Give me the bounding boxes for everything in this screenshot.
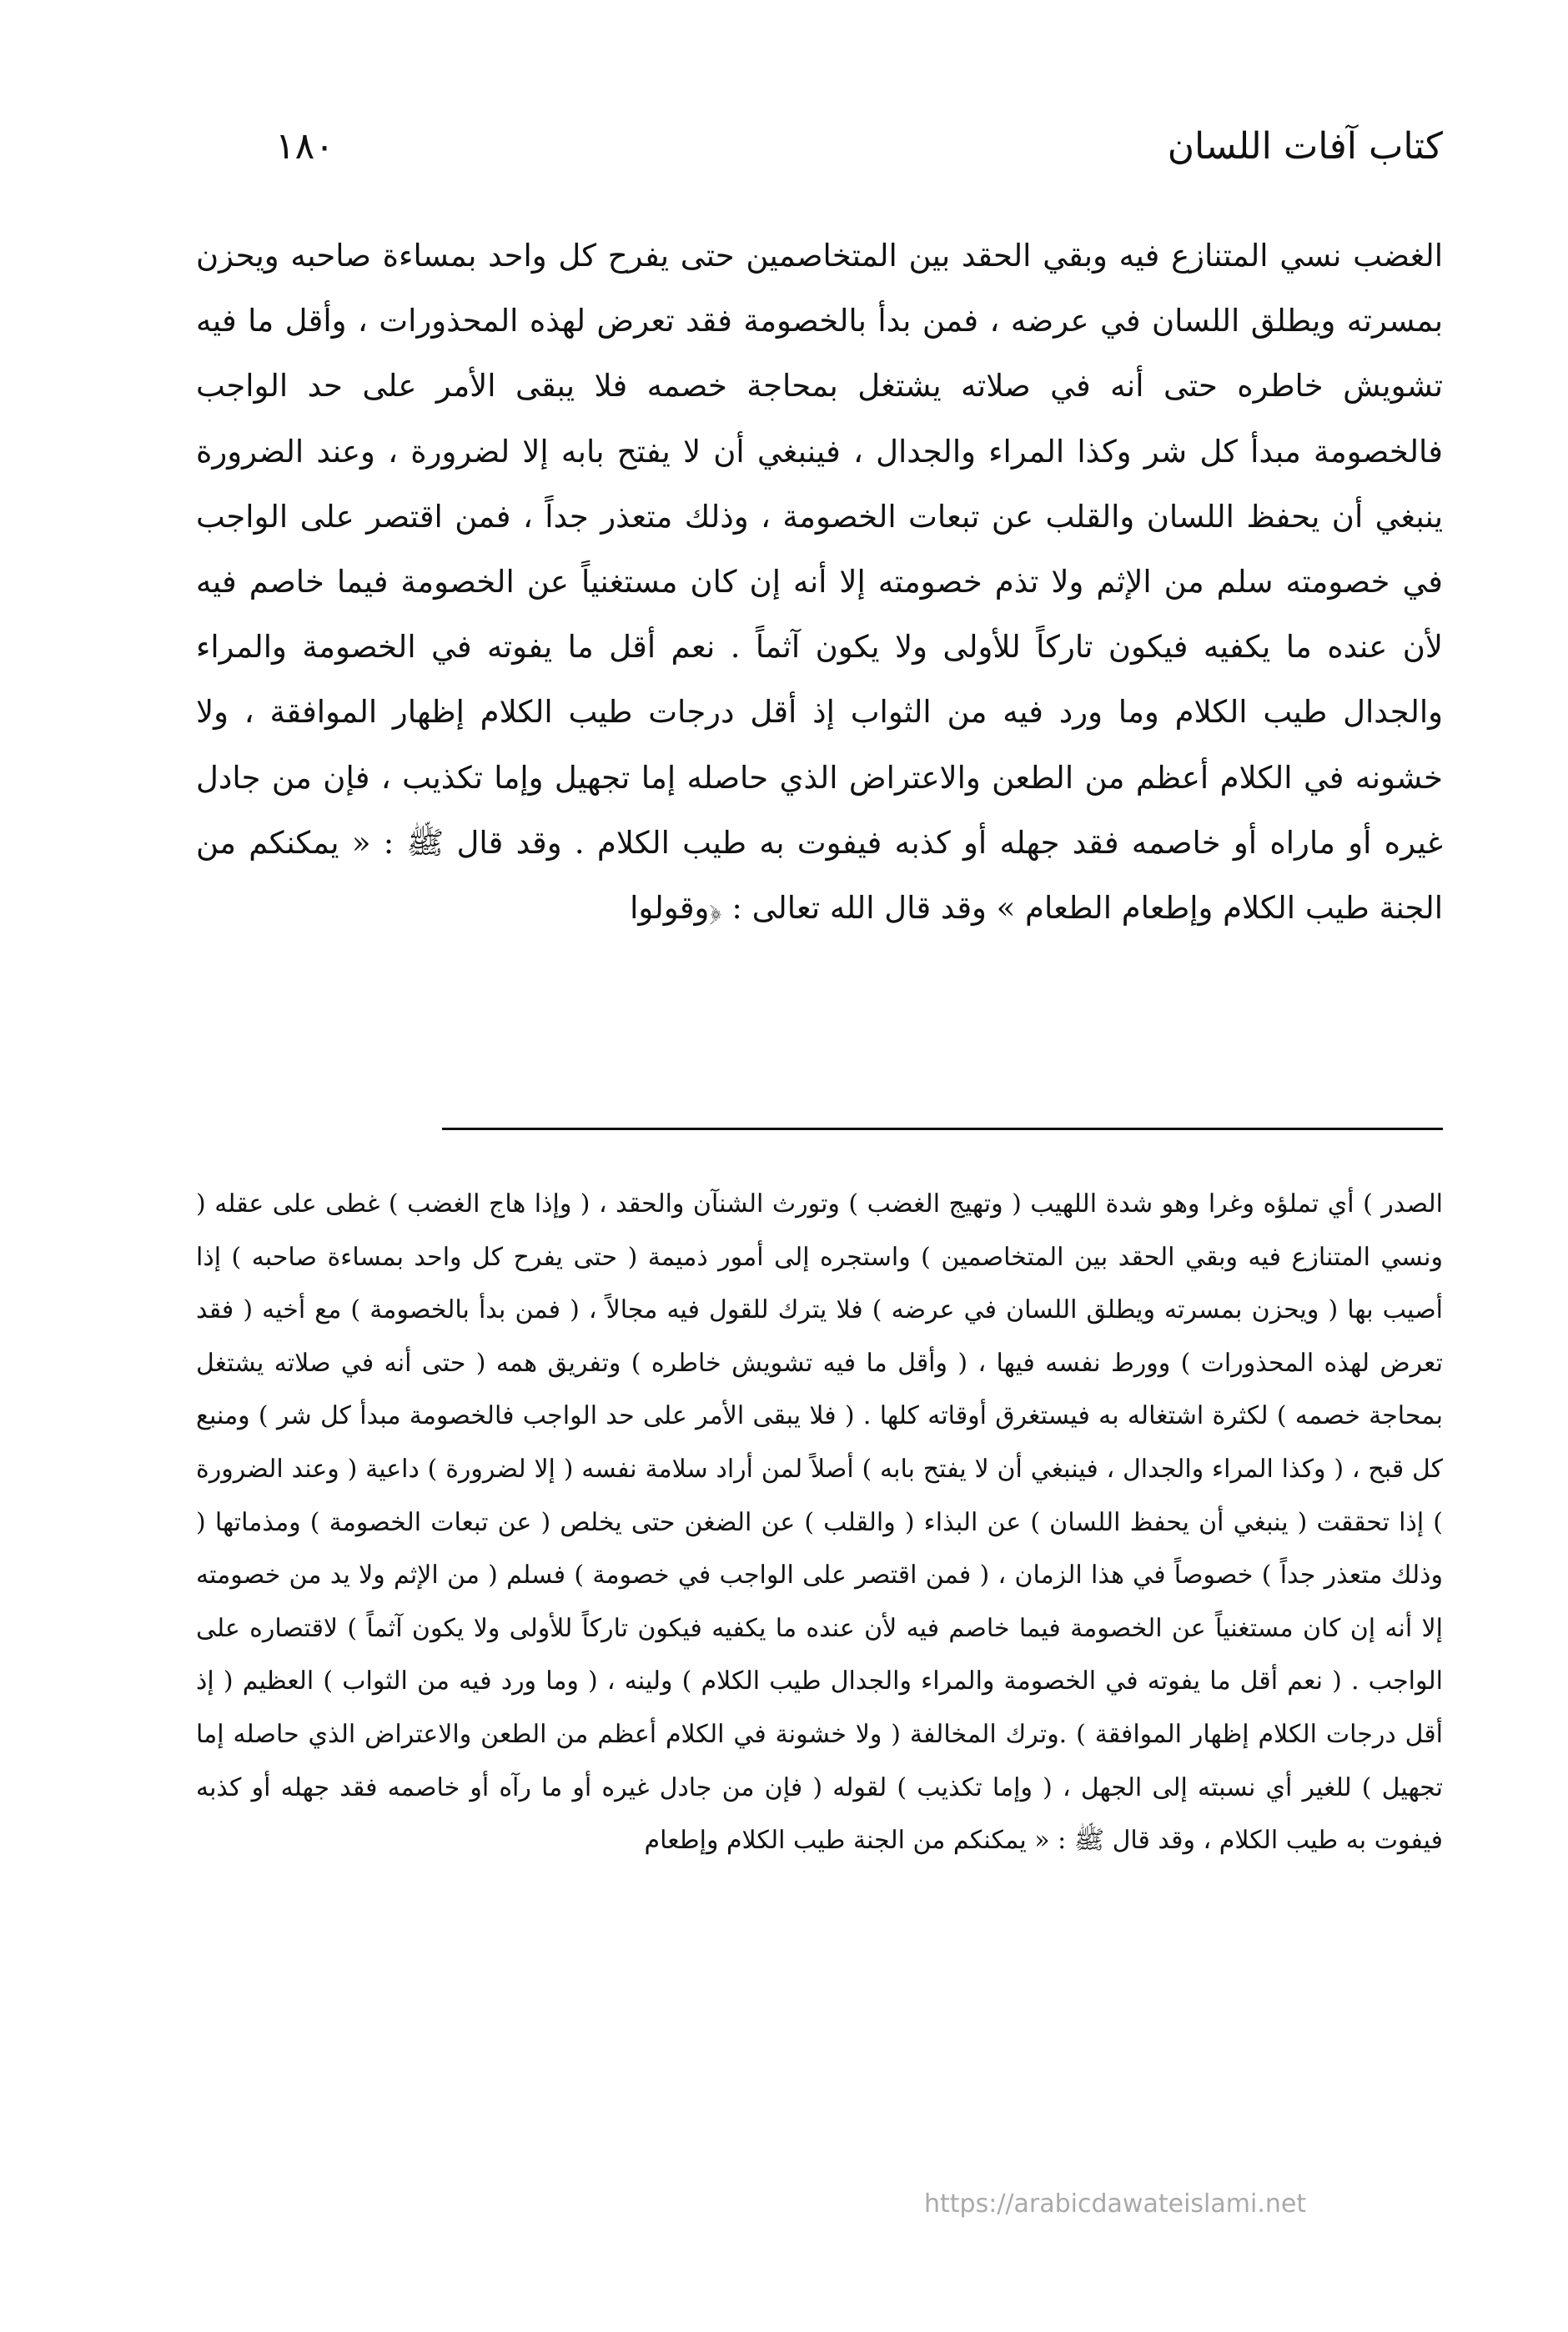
commentary-block xyxy=(196,1178,1443,1867)
commentary-paragraph: الصدر ) أي تملؤه وغرا وهو شدة اللهيب ( وتهيج الغضب ) وتورث الشنآن والحقد ، ( وإذا هاج الغضب ) غطى على عقله ( ونسي المتنازع فيه وبقي الحقد بين المتخاصمين ) واستجره إلى أمور ذميمة ( حتى يفرح كل واحد بمساءة صاحبه ) إذا أصيب بها ( ويحزن بمسرته ويطلق اللسان في عرضه ) فلا يترك للقول فيه مجالاً ، ( فمن بدأ بالخصومة ) مع أخيه ( فقد تعرض لهذه المحذورات ) وورط نفسه فيها ، ( وأقل ما فيه تشويش خاطره ) وتفريق همه ( حتى أنه في صلاته يشتغل بمحاجة خصمه ) لكثرة اشتغاله به فيستغرق أوقاته كلها . ( فلا يبقى الأمر على حد الواجب فالخصومة مبدأ كل شر ) ومنبع كل قبح ، ( وكذا المراء والجدال ، فينبغي أن لا يفتح بابه ) أصلاً لمن أراد سلامة نفسه ( إلا لضرورة ) داعية ( وعند الضرورة ) إذا تحققت ( ينبغي أن يحفظ اللسان ) عن البذاء ( والقلب ) عن الضغن حتى يخلص ( عن تبعات الخصومة ) ومذماتها ( وذلك متعذر جداً ) خصوصاً في هذا الزمان ، ( فمن اقتصر على الواجب في خصومة ) فسلم ( من الإثم ولا يد من خصومته إلا أنه إن كان مستغنياً عن الخصومة فيما خاصم فيه لأن عنده ما يكفيه فيكون تاركاً للأولى ولا يكون آثماً ) لاقتصاره على الواجب . ( نعم أقل ما يفوته في الخصومة والمراء والجدال طيب الكلام ) ولينه ، ( وما ورد فيه من الثواب ) العظيم ( إذ أقل درجات الكلام إظهار الموافقة ) .وترك المخالفة ( ولا خشونة في الكلام أعظم من الطعن والاعتراض الذي حاصله إما تجهيل ) للغير أي نسبته إلى الجهل ، ( وإما تكذيب ) لقوله ( فإن من جادل غيره أو ما رآه أو خاصمه فقد جهله أو كذبه فيفوت به طيب الكلام ، وقد قال ﷺ : « يمكنكم من الجنة طيب الكلام وإطعام xyxy=(196,1189,1443,1856)
page-number: ١٨٠ xyxy=(275,125,334,168)
footnote-separator xyxy=(442,1128,1443,1130)
main-text-block xyxy=(196,224,1443,941)
running-title: كتاب آفات اللسان xyxy=(1167,125,1443,168)
watermark-url: https://arabicdawateislami.net xyxy=(924,2189,1307,2219)
main-paragraph: الغضب نسي المتنازع فيه وبقي الحقد بين المتخاصمين حتى يفرح كل واحد بمساءة صاحبه ويحزن بمسرته ويطلق اللسان في عرضه ، فمن بدأ بالخصومة فقد تعرض لهذه المحذورات ، وأقل ما فيه تشويش خاطره حتى أنه في صلاته يشتغل بمحاجة خصمه فلا يبقى الأمر على حد الواجب فالخصومة مبدأ كل شر وكذا المراء والجدال ، فينبغي أن لا يفتح بابه إلا لضرورة ، وعند الضرورة ينبغي أن يحفظ اللسان والقلب عن تبعات الخصومة ، وذلك متعذر جداً ، فمن اقتصر على الواجب في خصومته سلم من الإثم ولا تذم خصومته إلا أنه إن كان مستغنياً عن الخصومة فيما خاصم فيه لأن عنده ما يكفيه فيكون تاركاً للأولى ولا يكون آثماً . نعم أقل ما يفوته في الخصومة والمراء والجدال طيب الكلام وما ورد فيه من الثواب إذ أقل درجات طيب الكلام إظهار الموافقة ، ولا خشونه في الكلام أعظم من الطعن والاعتراض الذي حاصله إما تجهيل وإما تكذيب ، فإن من جادل غيره أو ماراه أو خاصمه فقد جهله أو كذبه فيفوت به طيب الكلام . وقد قال ﷺ : « يمكنكم من الجنة طيب الكلام وإطعام الطعام » وقد قال الله تعالى : ﴿وقولوا xyxy=(196,238,1443,927)
page-header xyxy=(275,125,1443,192)
